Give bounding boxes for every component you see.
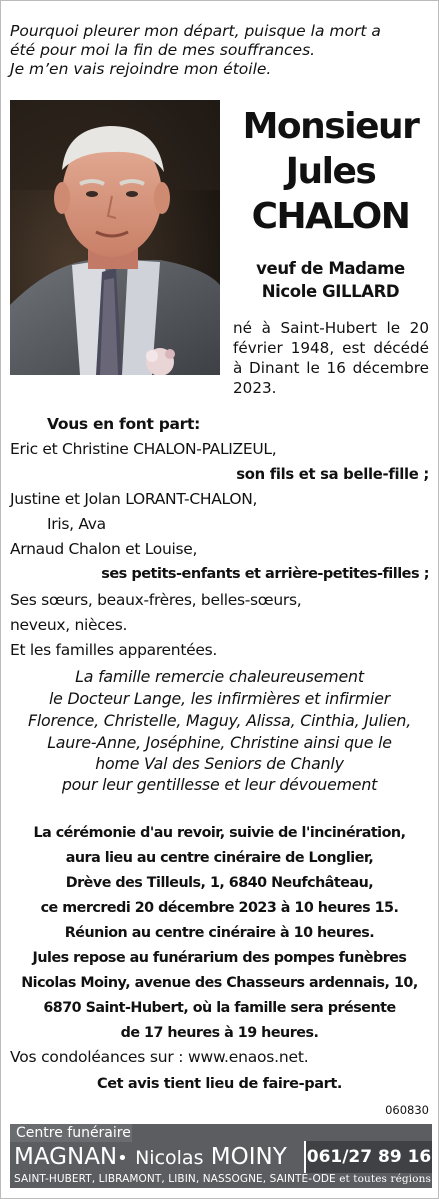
family-line: neveux, nièces. [10, 616, 128, 634]
family-line: Ses sœurs, beaux-frères, belles-sœurs, [10, 591, 302, 609]
family-line: Iris, Ava [47, 515, 106, 533]
portrait-photo [10, 100, 220, 375]
family-line: Et les familles apparentées. [10, 641, 217, 659]
quote-line: Je m’en vais rejoindre mon étoile. [10, 60, 272, 78]
thanks-line: le Docteur Lange, les infirmières et infirmier [48, 689, 391, 708]
thanks-line: Laure-Anne, Joséphine, Christine ainsi que le [47, 733, 392, 752]
ceremony-line: ce mercredi 20 décembre 2023 à 10 heures 15. [40, 900, 399, 916]
family-intro: Vous en font part: [47, 415, 201, 433]
epitaph-quote [10, 22, 430, 79]
funeral-home-banner [10, 1124, 432, 1188]
ceremony-line: Réunion au centre cinéraire à 10 heures. [64, 925, 375, 941]
quote-line: été pour moi la fin de mes souffrances. [10, 41, 316, 59]
funeral-home-nicolas: Nicolas [135, 1147, 204, 1169]
ceremony-line: de 17 heures à 19 heures. [120, 1025, 319, 1041]
funeral-home-phone[interactable]: 061/27 89 16 [306, 1141, 432, 1173]
separator-dot: • [117, 1148, 128, 1169]
ceremony-line: aura lieu au centre cinéraire de Longlier, [65, 850, 374, 866]
condolences-link[interactable]: Vos condoléances sur : www.enaos.net. [10, 1048, 309, 1066]
ceremony-line: La cérémonie d'au revoir, suivie de l'incinération, [33, 825, 406, 841]
funeral-home-locations [14, 1171, 431, 1188]
thanks-line: La famille remercie chaleureusement [75, 667, 364, 686]
birth-death-info: né à Saint-Hubert le 20 février 1948, est décédé à Dinant le 16 décembre 2023. [233, 319, 429, 397]
deceased-name [228, 104, 433, 239]
spouse-info [228, 257, 433, 303]
thanks-line: home Val des Seniors de Chanly [95, 754, 344, 773]
family-relation: son fils et sa belle-fille ; [236, 466, 429, 483]
funeral-home-name [14, 1141, 287, 1175]
ceremony-line: 6870 Saint-Hubert, où la famille sera présente [43, 1000, 396, 1016]
family-line: Justine et Jolan LORANT-CHALON, [10, 490, 258, 508]
locations-suffix: et toutes régions [339, 1173, 431, 1185]
funeral-home-magnan: MAGNAN [14, 1144, 118, 1170]
deceased-last-name: CHALON [251, 196, 410, 237]
widow-line: veuf de Madame [256, 259, 405, 278]
ceremony-line: Jules repose au funérarium des pompes funèbres [32, 950, 407, 966]
funeral-home-moiny: MOINY [210, 1144, 287, 1170]
reference-number: 060830 [385, 1103, 429, 1117]
locations-list: SAINT-HUBERT, LIBRAMONT, LIBIN, NASSOGNE, SAINTE-ODE [14, 1173, 336, 1185]
deceased-first-name: Jules [285, 151, 376, 192]
ceremony-details [0, 821, 439, 1046]
quote-line: Pourquoi pleurer mon départ, puisque la mort a [10, 22, 381, 40]
family-line: Arnaud Chalon et Louise, [10, 540, 198, 558]
family-relation: ses petits-enfants et arrière-petites-filles ; [101, 566, 429, 582]
spouse-name: Nicole GILLARD [261, 282, 400, 301]
ceremony-line: Drève des Tilleuls, 1, 6840 Neufchâteau, [65, 875, 374, 891]
notice-statement: Cet avis tient lieu de faire-part. [96, 1076, 342, 1092]
family-line: Eric et Christine CHALON-PALIZEUL, [10, 440, 277, 458]
deceased-title: Monsieur [242, 106, 419, 147]
ceremony-line: Nicolas Moiny, avenue des Chasseurs ardennais, 10, [21, 975, 418, 991]
thanks-line: pour leur gentillesse et leur dévouement [61, 775, 378, 794]
thanks-section [0, 666, 439, 796]
thanks-line: Florence, Christelle, Maguy, Alissa, Cinthia, Julien, [27, 711, 412, 730]
funeral-home-label: Centre funéraire [10, 1124, 132, 1142]
